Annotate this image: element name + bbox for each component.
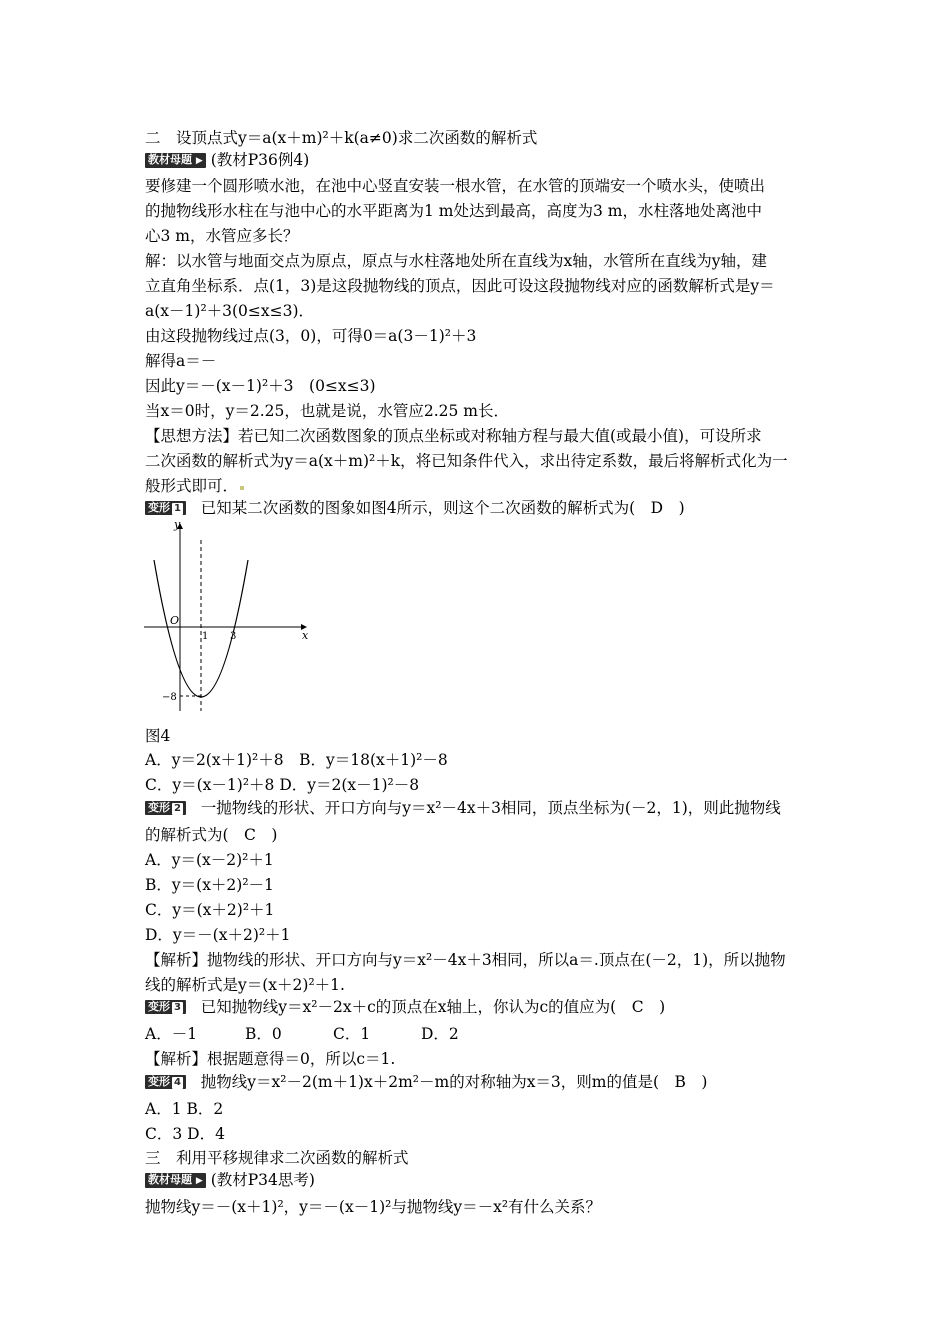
tick-label-neg8: −8 [162, 692, 177, 703]
section-2-heading: 二 设顶点式y＝a(x＋m)²＋k(a≠0)求二次函数的解析式 [145, 129, 538, 147]
solution-line: a(x－1)²＋3(0≤x≤3)． [145, 302, 315, 320]
variant-3-analysis: 【解析】根据题意得＝0，所以c＝1. [145, 1050, 396, 1068]
solution-line: 解得a＝－ [145, 352, 217, 370]
y-axis-label: y [174, 518, 181, 531]
textbook-badge: 教材母题 ▶ [145, 1173, 206, 1188]
textbook-example-b [145, 1169, 810, 1191]
solution-line: 当x＝0时，y＝2.25，也就是说，水管应2.25 m长． [145, 402, 510, 420]
variant-3-option: B．0 [245, 1025, 282, 1043]
figure-4-graph [140, 516, 320, 716]
variant-badge: 变形 1 [145, 501, 186, 515]
variant-2-analysis: 线的解析式是y＝(x＋2)²＋1. [145, 976, 345, 994]
section-3-heading: 三 利用平移规律求二次函数的解析式 [145, 1149, 409, 1167]
variant-3-question: 变形 3 已知抛物线y＝x²－2x＋c的顶点在x轴上，你认为c的值应为( C ) [145, 996, 810, 1018]
variant-2-analysis: 【解析】抛物线的形状、开口方向与y＝x²－4x＋3相同，所以a＝.顶点在(－2，1)，所以抛物 [145, 951, 786, 969]
variant-2-question-cont: 的解析式为( C ) [145, 826, 278, 844]
variant-2-option: A．y＝(x－2)²＋1 [145, 851, 274, 869]
textbook-ref: (教材P34思考) [210, 1171, 315, 1189]
variant-2-option: D．y＝－(x＋2)²＋1 [145, 926, 291, 944]
solution-line: 解：以水管与地面交点为原点，原点与水柱落地处所在直线为x轴，水管所在直线为y轴，建 [145, 252, 768, 270]
variant-badge: 变形 3 [145, 1000, 186, 1014]
variant-4-option: A．1 B．2 [145, 1100, 224, 1118]
textbook-example-a [145, 149, 810, 171]
variant-2-option: B．y＝(x＋2)²－1 [145, 876, 274, 894]
variant-4-question: 变形 4 抛物线y＝x²－2(m＋1)x＋2m²－m的对称轴为x＝3，则m的值是( B ) [145, 1071, 810, 1093]
problem-line: 要修建一个圆形喷水池，在池中心竖直安装一根水管，在水管的顶端安一个喷水头，使喷出 [145, 177, 766, 195]
figure-4-caption: 图4 [145, 727, 171, 745]
variant-2-question: 变形 2 一抛物线的形状、开口方向与y＝x²－4x＋3相同，顶点坐标为(－2，1)，则此抛物线 [145, 797, 810, 819]
variant-3-option: A．－1 [145, 1025, 198, 1043]
variant-badge: 变形 4 [145, 1075, 186, 1089]
method-line: 【思想方法】若已知二次函数图象的顶点坐标或对称轴方程与最大值(或最小值)，可设所求 [145, 427, 762, 445]
textbook-ref: (教材P36例4) [210, 151, 310, 169]
tick-label-3: 3 [230, 631, 237, 642]
variant-1-question: 变形 1 已知某二次函数的图象如图4所示，则这个二次函数的解析式为( D ) [145, 497, 810, 519]
variant-1-option: A．y＝2(x＋1)²＋8 B．y＝18(x＋1)²－8 [145, 751, 448, 769]
problem-line: 心3 m，水管应多长？ [145, 227, 299, 245]
textbook-badge: 教材母题 ▶ [145, 153, 206, 168]
variant-4-option: C．3 D．4 [145, 1125, 225, 1143]
method-line: 般形式即可． [145, 475, 810, 497]
problem-line: 的抛物线形水柱在与池中心的水平距离为1 m处达到最高，高度为3 m，水柱落地处离池中 [145, 202, 762, 220]
tick-label-1: 1 [202, 631, 209, 642]
variant-3-options [145, 1023, 810, 1045]
solution-line: 由这段抛物线过点(3，0)，可得0＝a(3－1)²＋3 [145, 327, 477, 345]
variant-1-option: C．y＝(x－1)²＋8 D．y＝2(x－1)²－8 [145, 776, 420, 794]
variant-3-option: D．2 [421, 1025, 459, 1043]
variant-2-option: C．y＝(x＋2)²＋1 [145, 901, 275, 919]
variant-badge: 变形 2 [145, 801, 186, 815]
x-axis-label: x [302, 629, 309, 642]
solution-line: 因此y＝－(x－1)²＋3 (0≤x≤3) [145, 377, 376, 395]
origin-label: O [170, 614, 180, 627]
solution-line: 立直角坐标系．点(1，3)是这段抛物线的顶点，因此可设这段抛物线对应的函数解析式是y＝ [145, 277, 775, 295]
method-line: 二次函数的解析式为y＝a(x＋m)²＋k，将已知条件代入，求出待定系数，最后将解析式化为一 [145, 452, 788, 470]
variant-3-option: C．1 [333, 1025, 371, 1043]
final-question: 抛物线y＝－(x＋1)²，y＝－(x－1)²与抛物线y＝－x²有什么关系？ [145, 1198, 602, 1216]
